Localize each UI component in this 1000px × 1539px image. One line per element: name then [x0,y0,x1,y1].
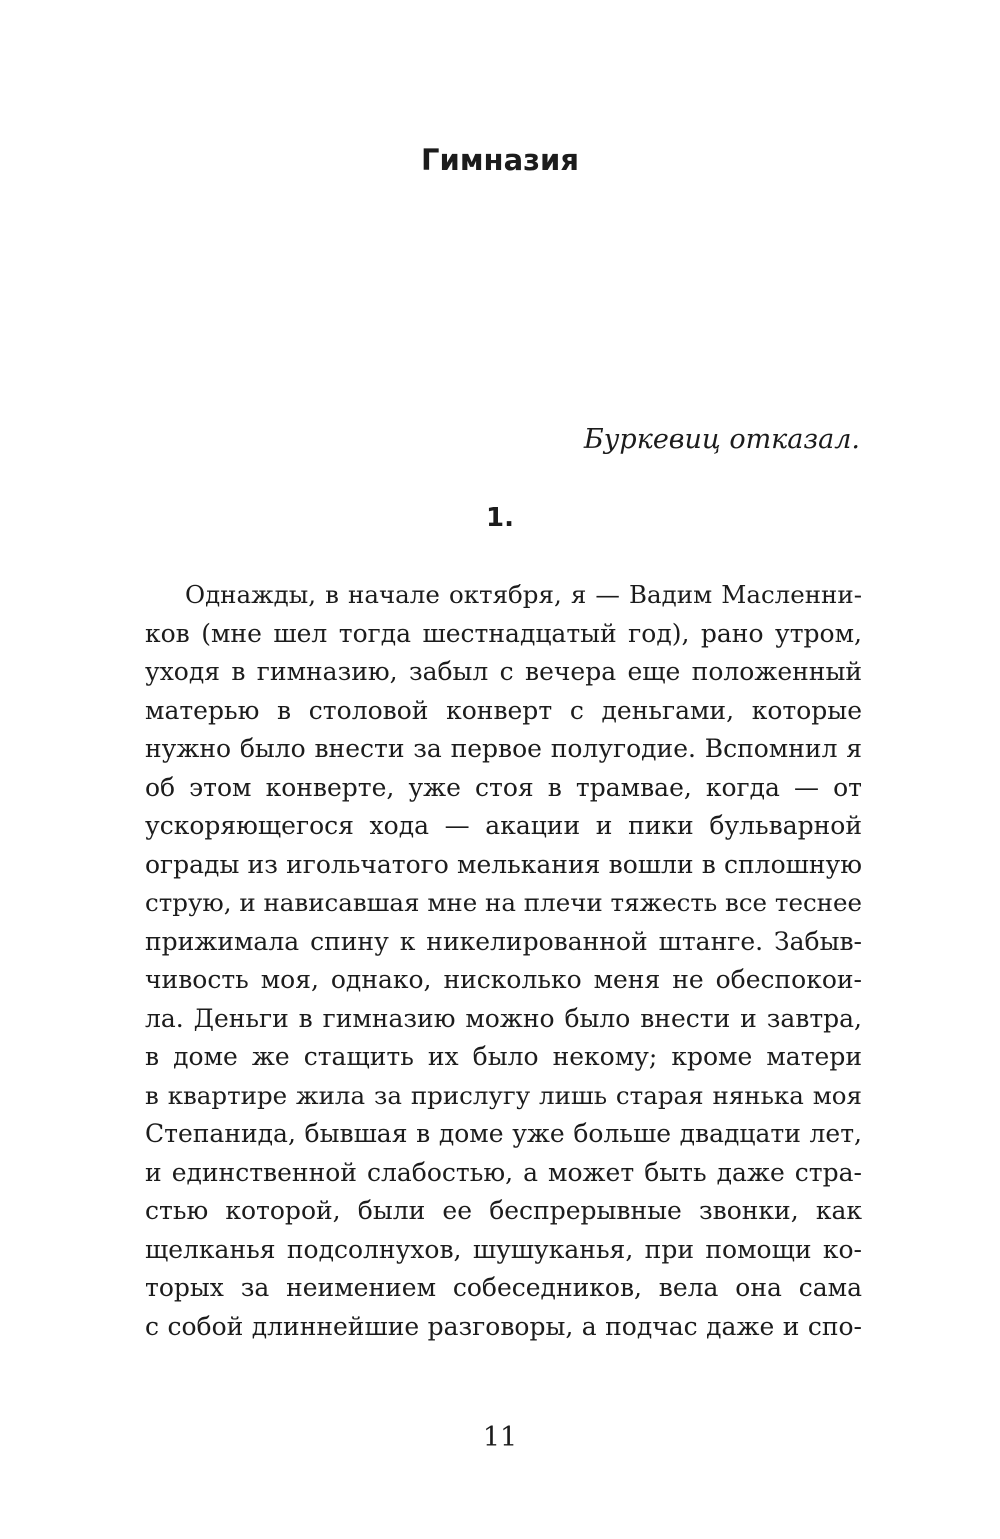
text-line: торых за неимением собеседников, вела она сама [145,1273,862,1302]
text-line: Степанида, бывшая в доме уже больше двадцати лет, [145,1119,862,1148]
epigraph: Буркевиц отказал. [583,424,860,455]
text-line: ла. Деньги в гимназию можно было внести и завтра, [145,1003,862,1033]
body-paragraph [145,576,862,1346]
text-line: ускоряющегося хода — акации и пики бульварной [145,811,862,840]
text-line: нужно было внести за первое полугодие. Вспомнил я [145,734,862,763]
text-line: в квартире жила за прислугу лишь старая нянька моя [145,1080,862,1110]
text-line: стью которой, были ее беспрерывные звонки, как [145,1196,862,1225]
text-line: струю, и нависавшая мне на плечи тяжесть все теснее [145,888,862,917]
page-number: 11 [482,1422,518,1453]
chapter-title: Гимназия [421,143,579,177]
text-line: прижимала спину к никелированной штанге. Забыв- [145,926,862,956]
text-line: с собой длиннейшие разговоры, а подчас даже и спо- [145,1311,862,1341]
text-line: уходя в гимназию, забыл с вечера еще положенный [145,657,862,686]
text-line: и единственной слабостью, а может быть даже стра- [145,1157,862,1187]
text-line: матерью в столовой конверт с деньгами, которые [145,695,862,725]
text-line: об этом конверте, уже стоя в трамвае, когда — от [145,772,862,802]
text-line: Однажды, в начале октября, я — Вадим Масленни- [185,580,862,609]
text-line: ограды из игольчатого мелькания вошли в сплошную [145,849,862,879]
text-line: чивость моя, однако, нисколько меня не обеспокои- [145,965,862,994]
text-line: ков (мне шел тогда шестнадцатый год), рано утром, [145,618,862,648]
text-line: в доме же стащить их было некому; кроме матери [145,1042,862,1071]
text-line: щелканья подсолнухов, шушуканья, при помощи ко- [145,1234,862,1264]
section-number: 1. [486,503,514,533]
